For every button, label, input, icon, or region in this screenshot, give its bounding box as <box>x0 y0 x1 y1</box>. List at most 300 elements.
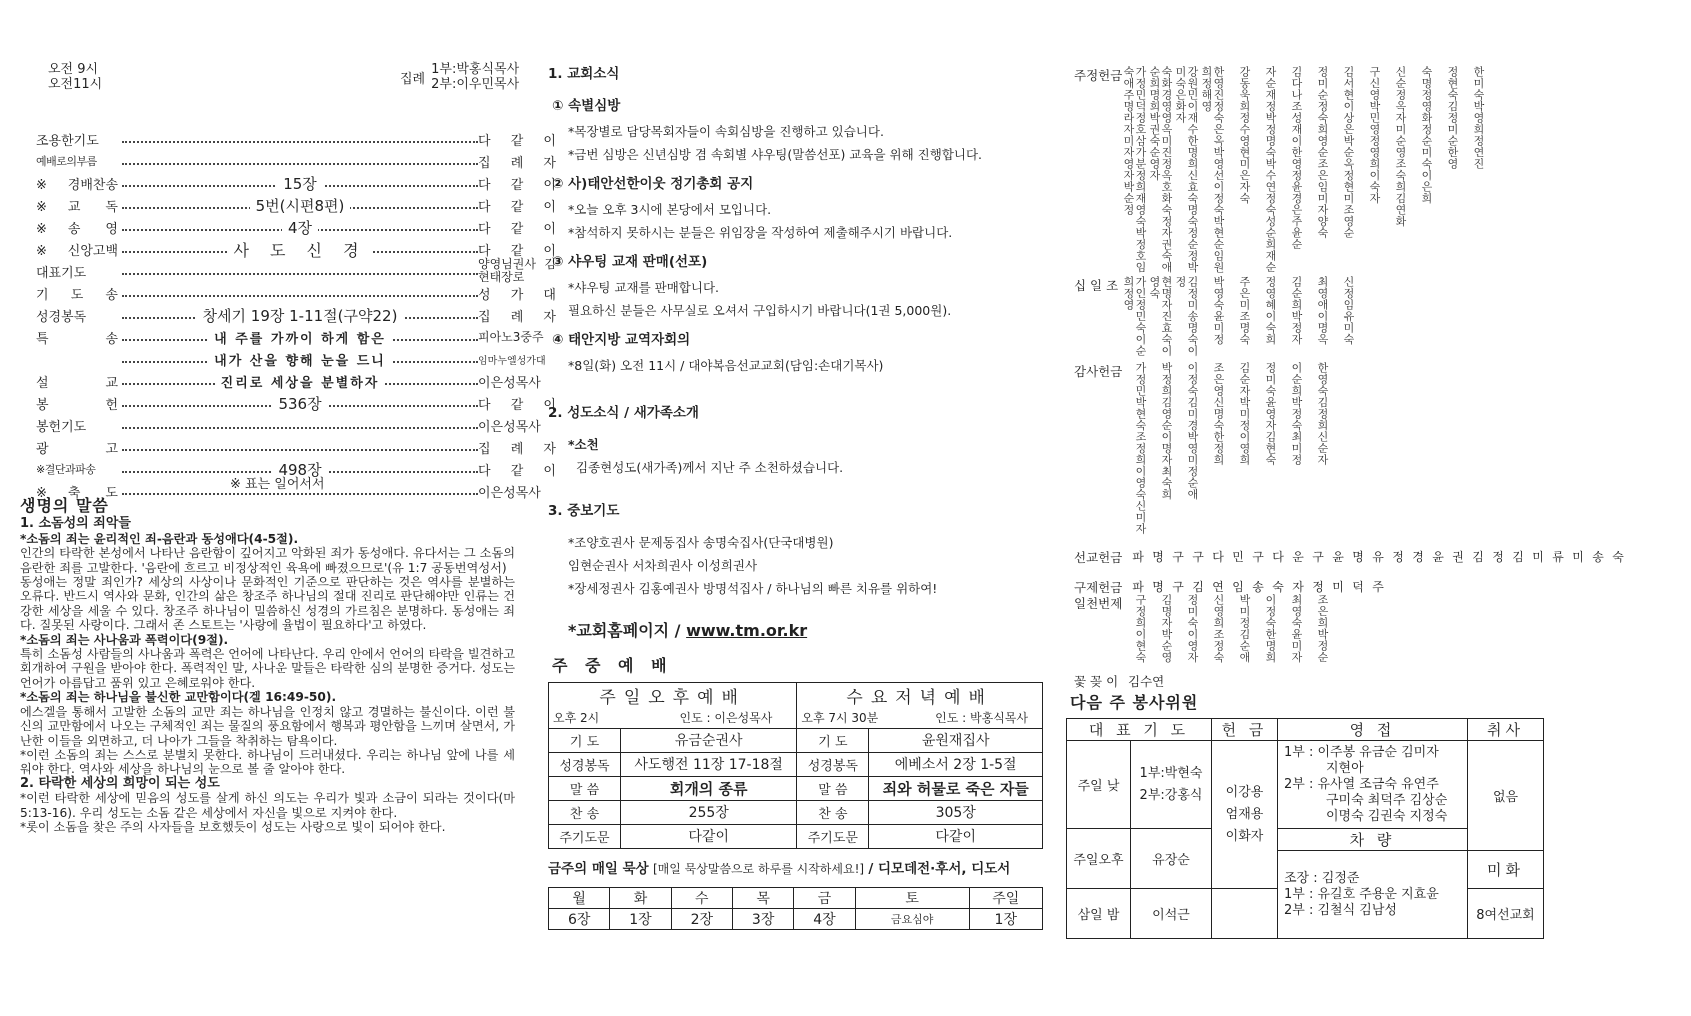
order-person: 이은성목사 <box>478 485 541 501</box>
offering-name-char: 파 <box>1132 580 1144 594</box>
duty-wed-prayer: 이석근 <box>1131 889 1212 939</box>
order-row <box>36 370 556 392</box>
worship-order-column <box>20 62 556 1012</box>
offering-name-char: 윤 <box>1432 550 1444 564</box>
offering-name-char: 윤 <box>1332 550 1344 564</box>
offering-name-column: 구정희이현숙 <box>1134 594 1147 663</box>
order-value: 사 도 신 경 <box>227 238 372 261</box>
order-label: 성경봉독 <box>36 309 87 325</box>
duty-greet-line: 구미숙 최덕주 김상순 <box>1326 792 1448 808</box>
offering-name-char: 김 <box>1512 550 1524 564</box>
mission-offering-names <box>1128 548 1628 565</box>
order-label: ※결단과파송 <box>36 463 96 476</box>
duty-pm-label: 주일오후 <box>1067 829 1131 889</box>
thanks-offering-names <box>1128 362 1328 540</box>
service-row-label: 주기도문 <box>797 824 869 848</box>
duty-greet-line: 지현아 <box>1326 760 1364 776</box>
offering-name-column: 박영숙윤미정 <box>1212 276 1225 345</box>
order-label: ※송 영 <box>36 221 118 237</box>
service-row-label: 기 도 <box>797 728 869 752</box>
offering-name-char: 미 <box>1332 580 1344 594</box>
meditation-day: 토 <box>855 887 969 908</box>
order-value: 498장 <box>272 459 327 480</box>
next-week-duty-title: 다음 주 봉사위원 <box>1070 693 1199 712</box>
order-label: 봉 헌 <box>36 397 118 413</box>
order-person: 성 가 대 <box>478 287 556 303</box>
order-person: 다 같 이 <box>478 199 556 215</box>
offering-name-char: 다 <box>1272 550 1284 564</box>
order-label: ※신앙고백 <box>36 243 118 259</box>
offering-name-char: 경 <box>1412 550 1424 564</box>
offering-label-thanks: 감사헌금 <box>1074 364 1123 379</box>
duty-cook: 없음 <box>1468 741 1544 851</box>
order-label: 기 도 송 <box>36 287 118 303</box>
order-dotted-leader <box>122 348 478 370</box>
service-row <box>549 728 1043 752</box>
offering-name-column: 구신영박민영정영희이숙자 <box>1368 66 1381 204</box>
order-dotted-leader <box>122 238 478 260</box>
stand-note: ※ 표는 일어서서 <box>230 477 325 492</box>
sunday-pm-value: 사도행전 11장 17-18절 <box>621 752 797 776</box>
offering-name-char: 구 <box>1172 550 1184 564</box>
duty-header-cook: 취사 <box>1468 719 1544 741</box>
offering-name-char: 주 <box>1372 580 1384 594</box>
sunday-pm-value: 유금순권사 <box>621 728 797 752</box>
sermon-point: *소돔의 죄는 윤리적인 죄-음란과 동성애다(4-5절). <box>20 531 299 546</box>
news-section-title: 3. 중보기도 <box>548 503 620 519</box>
offering-name-char: 정 <box>1492 550 1504 564</box>
news-item-line: 필요하신 분들은 사무실로 오셔서 구입하시기 바랍니다(1권 5,000원). <box>568 303 952 318</box>
offering-name-column: 숙명정영화정순미숙이은희 <box>1420 66 1433 204</box>
sunday-pm-value: 255장 <box>621 800 797 824</box>
offering-name-column: 정미숙윤영자김현숙 <box>1264 362 1277 466</box>
church-news <box>548 62 1043 641</box>
duty-pm-prayer: 유장순 <box>1131 829 1212 889</box>
offering-name-column: 김서현이상은박순옥정현미조영순 <box>1342 66 1355 239</box>
duty-greet-line: 1부 : 이주봉 유금순 김미자 <box>1284 744 1439 760</box>
wednesday-value: 305장 <box>869 800 1043 824</box>
offering-name-column: 김순희박정자 <box>1290 276 1303 345</box>
prayer-line: *장세정권사 김홍예권사 방명석집사 / 하나님의 빠른 치유를 위하여! <box>568 581 938 596</box>
sunday-pm-info <box>549 708 797 728</box>
offering-name-char: 파 <box>1132 550 1144 564</box>
order-person: 집 례 자 <box>478 441 556 457</box>
lead-label: 집례 <box>400 71 426 87</box>
offering-name-column: 이정숙김미경박영미정순애 <box>1186 362 1199 500</box>
wednesday-value: 죄와 허물로 죽은 자들 <box>869 776 1043 800</box>
sermon-paragraph: *롯이 소돔을 찾은 주의 사자들을 보호했듯이 성도는 사랑으로 빛이 되어야 한다. <box>20 819 446 834</box>
duty-greet-line: 이명숙 김권숙 지정숙 <box>1326 808 1448 824</box>
service-row-label: 성경봉독 <box>549 752 621 776</box>
meditation-chapter: 3장 <box>732 908 793 929</box>
order-row <box>36 348 556 370</box>
order-dotted-leader <box>122 392 478 414</box>
order-dotted-leader <box>122 370 478 392</box>
order-row <box>36 257 556 284</box>
meditation-chapter: 2장 <box>671 908 732 929</box>
news-item-line: *8일(화) 오전 11시 / 대야복음선교교회(담임:손대기목사) <box>568 358 884 373</box>
order-row <box>36 194 556 216</box>
offering-name-column: 가인정민숙이순희정영 <box>1122 276 1147 357</box>
order-dotted-leader <box>122 128 478 150</box>
meditation-note: [매일 묵상말씀으로 하루를 시작하세요!] <box>652 861 865 876</box>
service-time-2: 오전11시 <box>48 77 103 92</box>
order-label: 대표기도 <box>36 265 87 281</box>
duty-wed-label: 삼일 밤 <box>1067 889 1131 939</box>
sunday-pm-time: 오후 2시 <box>553 711 600 726</box>
offering-name-char: 송 <box>1252 580 1264 594</box>
offering-name-char: 연 <box>1212 580 1224 594</box>
order-dotted-leader <box>122 414 478 436</box>
leader-2: 2부:이우민목사 <box>431 77 520 92</box>
offering-name-column: 한영숙김정희신순자 <box>1316 362 1329 466</box>
order-row <box>36 128 556 150</box>
offering-name-column: 최영애이명옥 <box>1316 276 1329 345</box>
order-row <box>36 436 556 458</box>
offering-name-column: 한미숙박영희정연진 <box>1472 66 1485 170</box>
order-label: ※축 도 <box>36 485 118 501</box>
offering-name-column: 박정희김영순이명자최숙희 <box>1160 362 1173 500</box>
offering-name-char: 김 <box>1472 550 1484 564</box>
service-row-label: 기 도 <box>549 728 621 752</box>
offering-name-char: 임 <box>1232 580 1244 594</box>
order-person: 이은성목사 <box>478 375 541 391</box>
news-item-line: *목장별로 담당목회자들이 속회심방을 진행하고 있습니다. <box>568 124 884 139</box>
order-dotted-leader <box>122 304 478 326</box>
service-row <box>549 776 1043 800</box>
news-item-title: ① 속별심방 <box>552 98 621 114</box>
offering-name-column: 김명자박순영 <box>1160 594 1173 663</box>
offering-name-column: 정현숙김정미순한영 <box>1446 66 1459 170</box>
duty-car-line: 조장 : 김정준 <box>1284 870 1360 886</box>
service-row-label: 말 씀 <box>797 776 869 800</box>
onethousand-names <box>1128 594 1328 666</box>
duty-car <box>1278 851 1468 939</box>
sunday-pm-value: 회개의 종류 <box>621 776 797 800</box>
daily-meditation <box>548 857 1043 877</box>
offering-name-char: 구 <box>1172 580 1184 594</box>
offering-name-column: 김정미송명숙이정 <box>1174 276 1199 357</box>
order-label: 광 고 <box>36 441 118 457</box>
sermon-summary <box>20 496 515 834</box>
sermon-paragraph: 동성애는 정말 죄인가? 세상의 사상이나 문화적인 기준으로 판단하는 것은 역사를 분별하는 오류다. 반드시 역사와 문화, 인간의 삶은 창조주 하나님의 절대 진리로 판단해야만 인류는 건강한 세상을 세울 수 있다. 창조주 하나님이 밀씀하신 성경의 가르침은 분명하다. 동성애는 죄다. 질못된 사랑이다. 그래서 존 스토트는 '사랑에 율법이 필요하다'고 하였다. <box>20 575 515 633</box>
duty-offering-cont <box>1212 889 1278 939</box>
duty-header-offering: 헌 금 <box>1212 719 1278 741</box>
offering-name-char: 구 <box>1252 550 1264 564</box>
offering-name-column: 김순자박미정이영희 <box>1238 362 1251 466</box>
order-dotted-leader <box>122 326 478 348</box>
offering-label-flower: 꽃 꽂 이 <box>1074 674 1119 689</box>
meditation-chapter: 6장 <box>549 908 610 929</box>
sermon-point: *소돔의 죄는 사나움과 폭력이다(9절). <box>20 632 229 647</box>
news-line: 김종현성도(새가족)께서 지난 주 소천하셨습니다. <box>576 460 844 475</box>
duty-offering-3: 이화자 <box>1225 828 1264 844</box>
meditation-chapter: 4장 <box>794 908 855 929</box>
offering-name-column: 자순재정박정명숙박수연정숙성순희재순 <box>1264 66 1277 273</box>
meditation-day: 주일 <box>969 887 1042 908</box>
offerings-column <box>1066 62 1686 1012</box>
meditation-chapter: 1장 <box>969 908 1042 929</box>
order-row <box>36 216 556 238</box>
news-item-line: *금번 심방은 신년심방 겸 속회별 샤우팅(말씀선포) 교육을 위해 진행합니다. <box>568 147 983 162</box>
order-value: 내 주를 가까이 하게 함은 <box>208 328 392 347</box>
wednesday-value: 다같이 <box>869 824 1043 848</box>
news-column <box>548 62 1043 1012</box>
tithe-names <box>1122 276 1355 358</box>
order-value: 내가 산을 향해 눈을 드니 <box>208 350 392 369</box>
order-person: 집 례 자 <box>478 155 556 171</box>
order-label: 설 교 <box>36 375 118 391</box>
offering-name-char: 유 <box>1372 550 1384 564</box>
offering-label-tithe: 십 일 조 <box>1074 278 1119 293</box>
offering-name-column: 이정숙한명희 <box>1264 594 1277 663</box>
news-item-title: ④ 태안지방 교역자회의 <box>552 332 691 348</box>
offering-name-char: 명 <box>1352 550 1364 564</box>
service-row-label: 말 씀 <box>549 776 621 800</box>
sunday-pm-value: 다같이 <box>621 824 797 848</box>
offering-name-column: 박미정김순애 <box>1238 594 1251 663</box>
order-value: 진리로 세상을 분별하자 <box>215 372 386 391</box>
service-row-label: 성경봉독 <box>797 752 869 776</box>
order-person: 다 같 이 <box>478 177 556 193</box>
offering-name-char: 민 <box>1232 550 1244 564</box>
sermon-heading-1: 1. 소돔성의 죄악들 <box>20 516 131 532</box>
offering-name-char: 덕 <box>1352 580 1364 594</box>
offering-name-column: 강원민이재수한명희신효숙명숙정순정박미숙은화자 <box>1174 66 1199 273</box>
order-dotted-leader <box>122 194 478 216</box>
meditation-day: 수 <box>671 887 732 908</box>
offering-name-column: 가정민박현숙조정희이영숙신미자 <box>1134 362 1147 535</box>
order-row <box>36 172 556 194</box>
weekly-offering-names <box>1122 66 1485 274</box>
offering-label-mission: 선교헌금 <box>1074 550 1123 565</box>
meditation-day: 화 <box>610 887 671 908</box>
news-item-title: ③ 샤우팅 교재 판매(선포) <box>552 254 708 270</box>
sermon-point: *소돔의 죄는 하나님을 불신한 교만함이다(겔 16:49-50). <box>20 690 337 705</box>
order-value: 4장 <box>282 217 318 238</box>
order-value: 15장 <box>277 173 323 194</box>
homepage-link[interactable]: www.tm.or.kr <box>686 621 808 640</box>
order-row <box>36 150 556 172</box>
order-label: 봉헌기도 <box>36 419 87 435</box>
duty-offering <box>1212 741 1278 889</box>
offering-name-column: 김다나조성재이한영정윤경은주윤순 <box>1290 66 1303 250</box>
offering-name-column: 조은희박정순 <box>1316 594 1329 663</box>
news-items <box>548 94 1043 377</box>
duty-greet <box>1278 741 1468 829</box>
order-label: 예배로의부름 <box>36 155 97 168</box>
duty-table <box>1066 718 1544 939</box>
sermon-title: 생명의 말씀 <box>20 496 109 515</box>
news-item-line: *참석하지 못하시는 분들은 위임장을 작성하여 제출해주시기 바랍니다. <box>568 225 953 240</box>
order-row <box>36 326 556 348</box>
order-person: 다 같 이 <box>478 243 556 259</box>
service-row-label: 찬 송 <box>797 800 869 824</box>
service-row <box>549 752 1043 776</box>
duty-dec-header: 미화 <box>1468 851 1544 889</box>
duty-offering-1: 이강용 <box>1225 784 1264 800</box>
offering-name-column: 정영혜이숙희 <box>1264 276 1277 345</box>
duty-offering-2: 엄재용 <box>1225 806 1264 822</box>
offering-name-char: 김 <box>1192 580 1204 594</box>
weekly-services-table <box>548 682 1043 849</box>
order-label: 조용한기도 <box>36 133 99 149</box>
duty-header-greet: 영 접 <box>1278 719 1468 741</box>
offering-name-char: 명 <box>1152 580 1164 594</box>
meditation-day: 목 <box>732 887 793 908</box>
order-label: ※경배찬송 <box>36 177 118 193</box>
service-leaders <box>400 62 519 92</box>
order-person: 다 같 이 <box>478 221 556 237</box>
order-person: 다 같 이 <box>478 463 556 479</box>
service-row-label: 찬 송 <box>549 800 621 824</box>
offering-name-char: 숙 <box>1272 580 1284 594</box>
order-value: 5번(시편8편) <box>250 195 351 216</box>
prayer-line: *조양호권사 문제동집사 송명숙집사(단국대병원) <box>568 535 834 550</box>
wednesday-leader: 인도 : 박홍식목사 <box>935 711 1028 726</box>
offering-name-char: 명 <box>1152 550 1164 564</box>
offering-name-char: 송 <box>1592 550 1604 564</box>
news-section-title: 1. 교회소식 <box>548 66 620 82</box>
offering-name-char: 미 <box>1572 550 1584 564</box>
offering-name-char: 구 <box>1312 550 1324 564</box>
sunday-pm-leader: 인도 : 이은성목사 <box>679 711 773 726</box>
offering-name-column: 조은영신명숙한정희 <box>1212 362 1225 466</box>
offering-label-relief: 구제헌금 <box>1074 580 1123 595</box>
meditation-day: 금 <box>794 887 855 908</box>
duty-car-line: 1부 : 유길호 주용운 지효윤 <box>1284 886 1439 902</box>
order-dotted-leader <box>122 260 478 282</box>
meditation-title: 금주의 매일 묵상 <box>548 860 649 877</box>
meditation-table <box>548 887 1043 930</box>
wednesday-value: 에베소서 2장 1-5절 <box>869 752 1043 776</box>
order-value: 536장 <box>272 393 327 414</box>
sunday-pm-title: 주일오후예배 <box>549 683 797 709</box>
offering-name-column: 현명자진효숙이영숙 <box>1148 276 1173 357</box>
offering-name-char: 정 <box>1392 550 1404 564</box>
sermon-paragraph: *이런 타락한 세상에 믿음의 성도를 살게 하신 의도는 우리가 빛과 소금이 되라는 것이다(마 5:13-16). 우리 성도는 소돔 같은 세상에서 자신을 빛으로 지켜야 한다. <box>20 791 515 820</box>
order-row <box>36 392 556 414</box>
relief-offering-names <box>1128 578 1388 595</box>
duty-sun-prayer <box>1131 741 1212 829</box>
offering-name-column: 신영희조정숙 <box>1212 594 1225 663</box>
offering-name-char: 류 <box>1552 550 1564 564</box>
offering-name-column: 주은미조명숙 <box>1238 276 1251 345</box>
order-person: 임마누엘성가대 <box>478 355 546 367</box>
news-item-line: *샤우팅 교재를 판매합니다. <box>568 280 719 295</box>
offering-name-column: 이순희박정숙최미정 <box>1290 362 1303 466</box>
duty-sun-prayer-2: 2부:강홍식 <box>1139 787 1203 803</box>
sermon-paragraph: 인간의 타락한 본성에서 나타난 음란함이 깊어지고 악화된 죄가 동성애다. 유다서는 그 소돔의 음란한 죄를 고발한다. '음란에 흐르고 비정상적인 육욕에 빠졌으므로'(유 1:7 공동번역성서) <box>20 546 515 575</box>
service-times <box>48 62 102 92</box>
sermon-paragraph: *이런 소돔의 죄는 스스로 분별치 못한다. 하나님이 드러내셨다. 우리는 하나님 앞에 나를 세워야 한다. 역사와 세상을 하나님의 눈으로 볼 줄 알아야 한다. <box>20 747 515 777</box>
duty-greet-line: 2부 : 유사열 조금숙 유연주 <box>1284 776 1439 792</box>
weekly-services-title: 주 중 예 배 <box>552 656 673 675</box>
service-time-1: 오전 9시 <box>48 62 99 77</box>
order-row <box>36 304 556 326</box>
order-row <box>36 414 556 436</box>
offering-label-weekly: 주정헌금 <box>1074 68 1123 83</box>
offering-name-column: 가정민덕정호삼가분정희재영숙박정호임숙애주명라자미자영자박순정 <box>1122 66 1147 273</box>
wednesday-info <box>797 708 1043 728</box>
sermon-paragraph: 특히 소돔성 사람들의 사나움과 폭력은 언어에 나타난다. 우리 안에서 언어의 타락을 빌견하고 회개하여 구원을 받아야 한다. 폭력적인 말, 사나운 말들은 타락한 심의 분명한 증거다. 성도는 언어가 아름답고 품위 있고 은혜로워야 한다. <box>20 647 515 690</box>
offering-name-column: 최영숙윤미자 <box>1290 594 1303 663</box>
order-label: 특 송 <box>36 331 118 347</box>
order-person: 다 같 이 <box>478 397 556 413</box>
prayer-line: 임현순권사 서차희권사 이성희권사 <box>568 558 758 573</box>
offering-name-char: 자 <box>1292 580 1304 594</box>
order-person: 양영님권사 김현태장로 <box>478 257 556 284</box>
offering-name-char: 권 <box>1452 550 1464 564</box>
offering-name-char: 다 <box>1212 550 1224 564</box>
order-dotted-leader <box>122 172 478 194</box>
order-row <box>36 282 556 304</box>
offering-name-char: 숙 <box>1612 550 1624 564</box>
duty-dec: 8여선교회 <box>1468 889 1544 939</box>
offering-name-column: 신순정옥자미순영조숙희김연화 <box>1394 66 1407 227</box>
offering-name-char: 미 <box>1532 550 1544 564</box>
order-person: 집 례 자 <box>478 309 556 325</box>
duty-sun-label: 주일 낮 <box>1067 741 1131 829</box>
order-value: 창세기 19장 1-11절(구약22) <box>197 305 404 326</box>
meditation-chapter: 1장 <box>610 908 671 929</box>
wednesday-time: 오후 7시 30분 <box>801 711 879 726</box>
news-item-line: *오늘 오후 3시에 본당에서 모입니다. <box>568 202 772 217</box>
wednesday-title: 수요저녁예배 <box>797 683 1043 709</box>
order-dotted-leader <box>122 150 478 172</box>
offering-name-column: 정미순정숙희영순조은임미자양숙 <box>1316 66 1329 239</box>
offering-name-char: 정 <box>1312 580 1324 594</box>
sermon-paragraph: 에스겔을 통해서 고발한 소돔의 교만 죄는 하나님을 인정치 않고 경멸하는 불신이다. 이런 불신의 교만함에서 나오는 구체적인 죄는 물질의 풍요함에서 행복과 평안함을 느끼며 살면서, 가난한 이들을 외면하고, 더 나아가 그들을 착취하는 탐욕이다. <box>20 704 515 748</box>
order-person: 이은성목사 <box>478 419 541 435</box>
duty-sun-prayer-1: 1부:박현숙 <box>1139 765 1203 781</box>
meditation-source: / 디모데전·후서, 디도서 <box>868 860 1011 877</box>
homepage-label: *교회홈페이지 / <box>568 621 681 640</box>
service-row-label: 주기도문 <box>549 824 621 848</box>
sermon-heading-2: 2. 타락한 세상의 희망이 되는 성도 <box>20 775 220 791</box>
duty-car-line: 2부 : 김철식 김남성 <box>1284 902 1397 918</box>
news-subtitle: *소천 <box>568 437 599 452</box>
service-row <box>549 824 1043 848</box>
order-dotted-leader <box>122 436 478 458</box>
offering-name-column: 신정임유미숙 <box>1342 276 1355 345</box>
order-dotted-leader <box>122 216 478 238</box>
offering-label-onethousand: 일천번제 <box>1074 596 1123 611</box>
worship-order-list <box>36 128 556 502</box>
order-dotted-leader <box>122 282 478 304</box>
leader-1: 1부:박홍식목사 <box>431 62 520 77</box>
meditation-chapter: 금요심야 <box>855 908 969 929</box>
offering-name-column: 강동욱희정수영현미은자숙 <box>1238 66 1251 204</box>
order-person: 다 같 이 <box>478 133 556 149</box>
homepage-info <box>568 618 1043 641</box>
wednesday-value: 윤원재집사 <box>869 728 1043 752</box>
service-row <box>549 800 1043 824</box>
order-label: ※교 독 <box>36 199 118 215</box>
flower-name: 김수연 <box>1128 674 1165 689</box>
offering-name-column: 숙화경영영옥미진정옥호화숙정자권숙애순희명희박권숙순영자 <box>1148 66 1173 273</box>
duty-header-prayer: 대 표 기 도 <box>1067 719 1212 741</box>
meditation-day: 월 <box>549 887 610 908</box>
order-person: 피아노3중주 <box>478 329 544 344</box>
offering-name-char: 운 <box>1292 550 1304 564</box>
offering-name-column: 한영진정숙은옥박영선이정숙박현순임원희정해영 <box>1200 66 1225 273</box>
offering-name-char: 구 <box>1192 550 1204 564</box>
offering-name-column: 정미숙이영자 <box>1186 594 1199 663</box>
duty-car-header: 차 량 <box>1278 829 1468 851</box>
news-item-title: ② 사)태안선한이웃 정기총회 공지 <box>552 176 754 192</box>
news-section-title: 2. 성도소식 / 새가족소개 <box>548 405 699 421</box>
